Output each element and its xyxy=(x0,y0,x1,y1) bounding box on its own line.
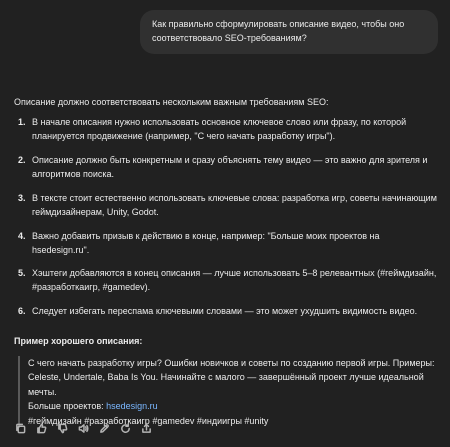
list-item-number: 4. xyxy=(18,230,26,241)
edit-icon[interactable] xyxy=(98,422,110,434)
example-hashtags: #геймдизайн #разработкаигр #gamedev #индиигры #unity xyxy=(28,415,269,426)
list-item-text: Следует избегать переспама ключевыми словами — это может ухудшить видимость видео. xyxy=(32,306,418,317)
list-item xyxy=(14,305,438,319)
list-item-text: В начале описания нужно использовать основное ключевое слово или фразу, по которой планируется продвижение (например, "С чего начать разработку игры"). xyxy=(32,116,407,141)
list-item-number: 5. xyxy=(18,268,26,279)
user-message-text: Как правильно сформулировать описание видео, чтобы оно соответствовало SEO-требованиям? xyxy=(152,19,405,44)
message-actions xyxy=(14,422,152,434)
share-icon[interactable] xyxy=(140,422,152,434)
list-item xyxy=(14,230,438,258)
answer-intro: Описание должно соответствовать нескольким важным требованиям SEO: xyxy=(14,97,329,107)
copy-icon[interactable] xyxy=(14,422,26,434)
example-more-label: Больше проектов: xyxy=(28,401,107,412)
list-item-text: Описание должно быть конкретным и сразу объяснять тему видео — это важно для зрителя и алгоритмов поиска. xyxy=(32,154,428,179)
requirements-list xyxy=(14,116,438,319)
thumbs-down-icon[interactable] xyxy=(56,422,68,434)
example-quote xyxy=(18,356,450,428)
user-message-bubble xyxy=(140,10,438,54)
list-item xyxy=(14,116,438,144)
list-item-number: 6. xyxy=(18,306,26,317)
thumbs-up-icon[interactable] xyxy=(35,422,47,434)
list-item-text: Важно добавить призыв к действию в конце, например: "Больше моих проектов на hsedesign.ru". xyxy=(32,230,380,255)
regenerate-icon[interactable] xyxy=(119,422,131,434)
list-item-text: Хэштеги добавляются в конец описания — лучше использовать 5–8 релевантных (#геймдизайн, #разработкаигр, #gamedev). xyxy=(32,268,437,293)
list-item xyxy=(14,192,438,220)
assistant-answer xyxy=(14,96,438,329)
list-item-text: В тексте стоит естественно использовать ключевые слова: разработка игр, советы начинающим геймдизайнерам, Unity, Godot. xyxy=(32,192,437,217)
example-heading: Пример хорошего описания: xyxy=(14,336,143,346)
speaker-icon[interactable] xyxy=(77,422,89,434)
list-item-number: 1. xyxy=(18,116,26,127)
list-item-number: 2. xyxy=(18,154,26,165)
example-text: С чего начать разработку игры? Ошибки новичков и советы по созданию первой игры. Примеры: Celeste, Undertale, Baba Is You. Начинайте с малого — завершённый проект лучше идеальной мечты. xyxy=(28,358,435,397)
example-link[interactable]: hsedesign.ru xyxy=(106,401,158,412)
list-item xyxy=(14,154,438,182)
list-item xyxy=(14,267,438,295)
list-item-number: 3. xyxy=(18,192,26,203)
